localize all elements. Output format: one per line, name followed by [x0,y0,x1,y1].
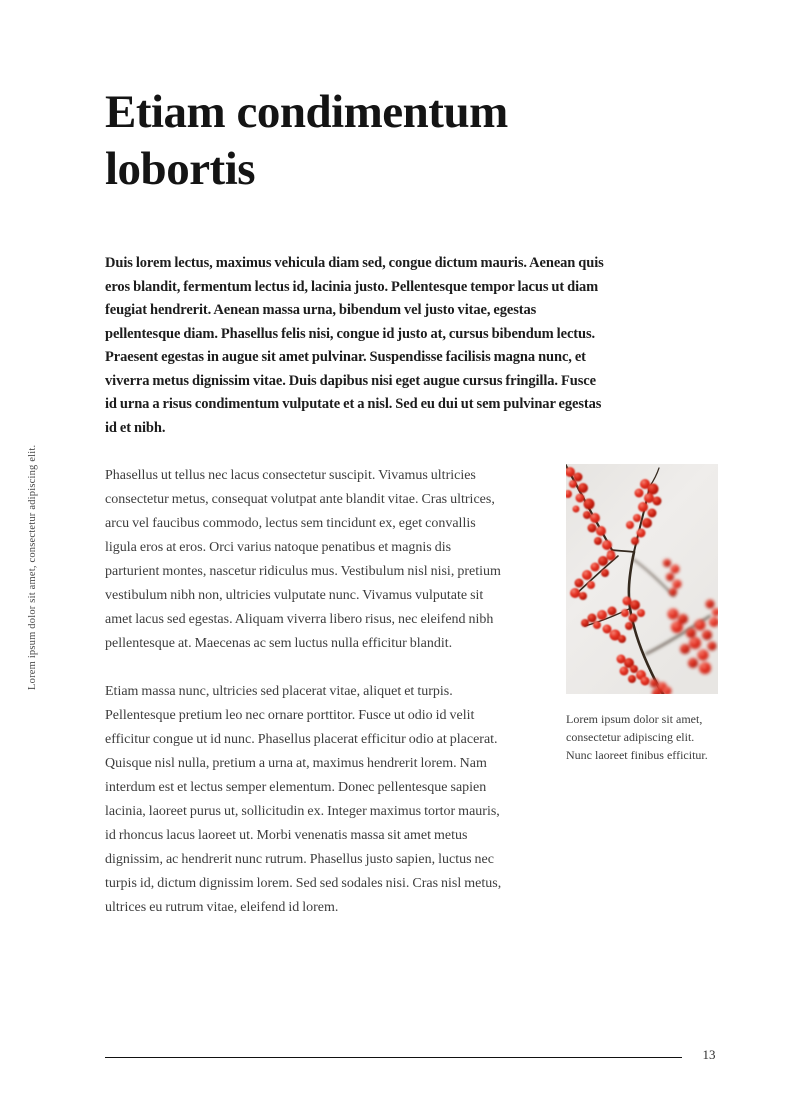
body-paragraph-1: Phasellus ut tellus nec lacus consectetur suscipit. Vivamus ultricies consectetur metus, consequat volutpat ante blandit vitae. Cras ultrices, arcu vel faucibus commodo, lectus sem tincidunt ex, eget convallis ligula eros at eros. Orci varius natoque penatibus et magnis dis parturient montes, nascetur ridiculus mus. Vestibulum nisl nisi, pretium vestibulum nibh non, ultricies vulputate nunc. Vivamus vulputate sit amet lacus sed egestas. Aliquam viverra libero risus, nec eleifend nibh pellentesque at. Maecenas ac sem luctus nulla efficitur blandit. [105,468,501,651]
body-columns [105,464,718,920]
body-text-column [105,464,507,920]
figure-column [566,464,718,764]
body-paragraph-2: Etiam massa nunc, ultricies sed placerat vitae, aliquet et turpis. Pellentesque pretium leo nec ornare porttitor. Fusce ut odio id velit efficitur congue ut id nunc. Phasellus placerat efficitur odio at placerat. Quisque nisl nulla, pretium a urna at, maximus hendrerit lorem. Nam interdum est et lectus semper elementum. Donec pellentesque sapien lacinia, laoreet purus ut, sollicitudin ex. Integer maximus tortor mauris, id rhoncus lacus laoreet ut. Morbi venenatis massa sit amet metus dignissim, ac hendrerit nunc rutrum. Phasellus justo sapien, luctus nec turpis id, dictum dignissim lorem. Sed sed sodales nisi. Cras nisl metus, ultrices eu rutrum vitae, eleifend id lorem. [105,684,502,915]
berries-figure [566,464,718,764]
article-page [105,84,718,920]
page-number: 13 [702,1047,716,1062]
footer-rule [105,1057,682,1058]
intro-paragraph: Duis lorem lectus, maximus vehicula diam sed, congue dictum mauris. Aenean quis eros blandit, fermentum lectus id, lacinia justo. Pellentesque tempor lacus ut diam feugiat hendrerit. Aenean massa urna, bibendum vel justo vitae, egestas pellentesque diam. Phasellus felis nisi, congue id justo at, cursus bibendum lectus. Praesent egestas in augue sit amet pulvinar. Suspendisse facilisis magna nunc, et viverra metus dignissim vitae. Duis dapibus nisi eget augue cursus fringilla. Fusce id urna a risus condimentum vulputate et a nisl. Sed eu dui ut sem pulvinar egestas id et nibh. [105,255,604,436]
figure-caption: Lorem ipsum dolor sit amet, consectetur adipiscing elit. Nunc laoreet finibus efficitur. [566,712,708,762]
page-title: Etiam condimentum lobortis [105,86,508,195]
margin-side-note: Lorem ipsum dolor sit amet, consectetur adipiscing elit. [27,444,38,690]
berries-photo [566,464,718,694]
